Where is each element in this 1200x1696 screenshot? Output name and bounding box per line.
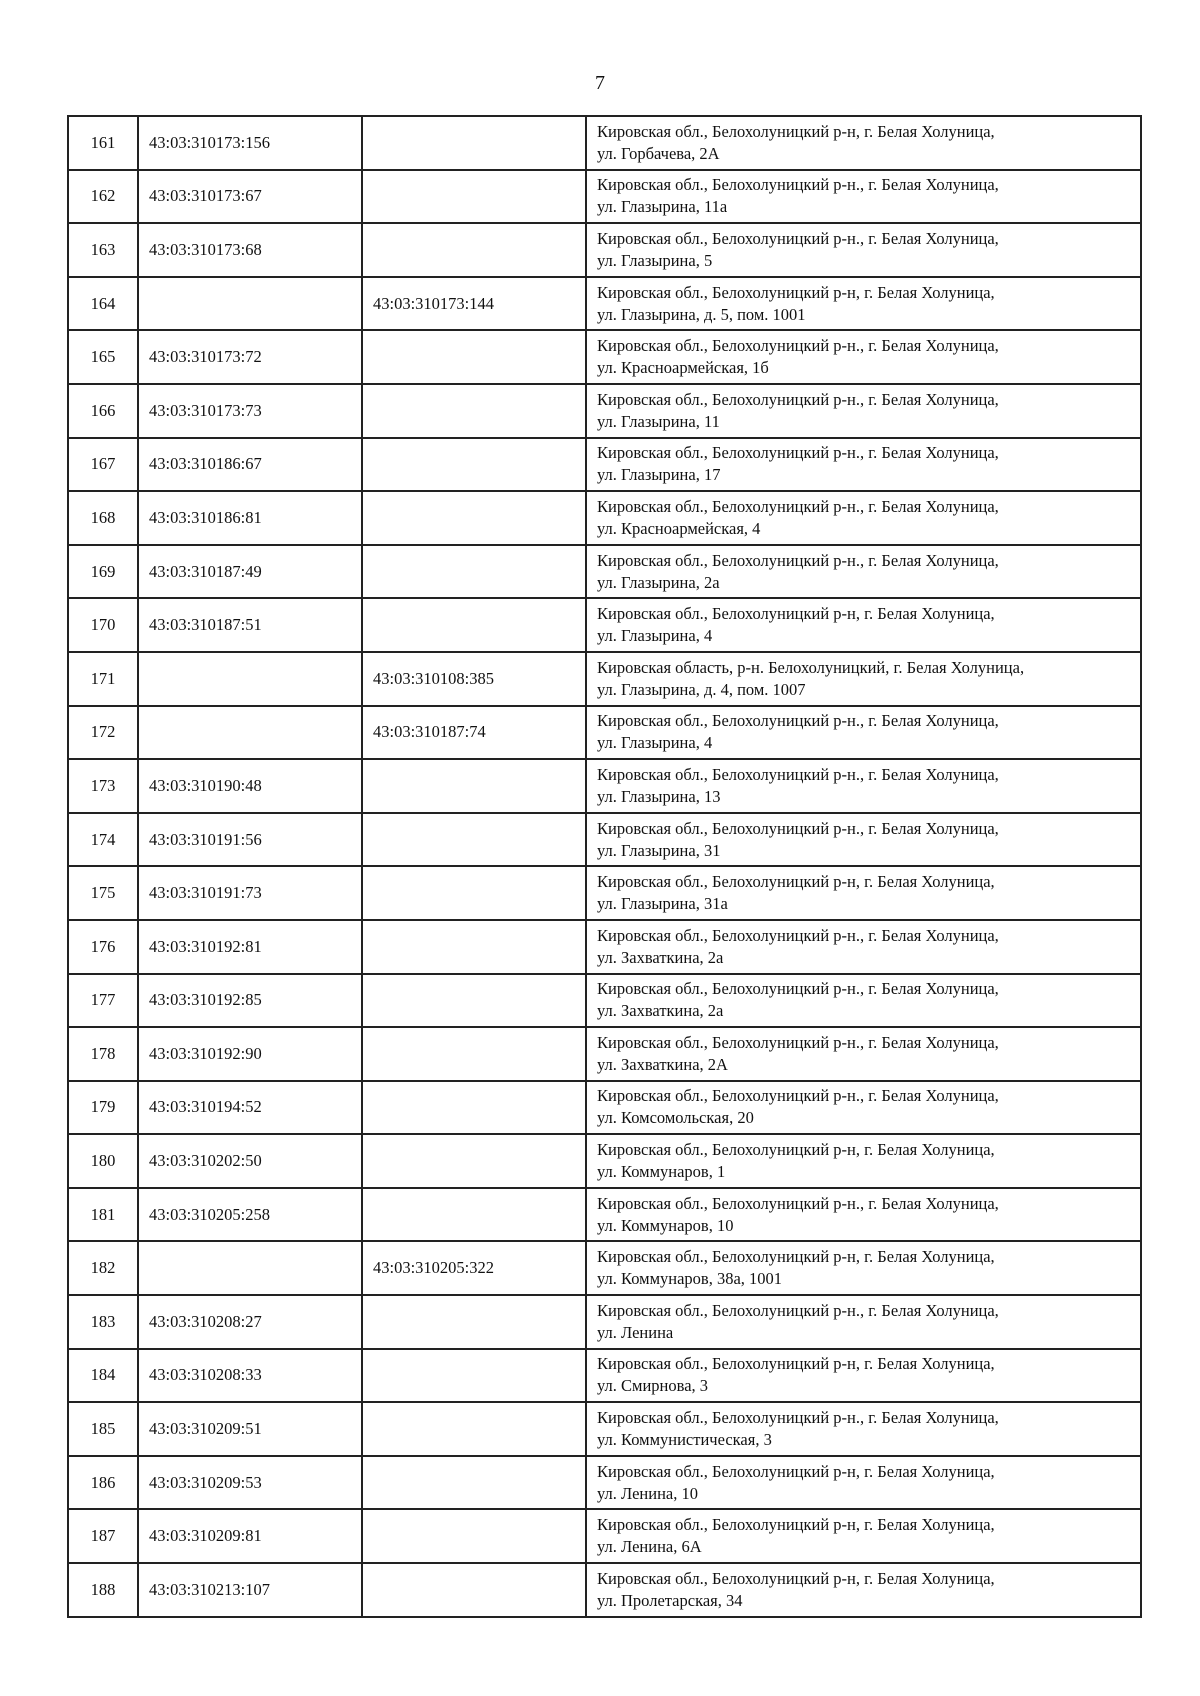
premises-cadastral-number bbox=[362, 1295, 586, 1349]
address bbox=[586, 1456, 1141, 1510]
table-row bbox=[68, 598, 1141, 652]
address bbox=[586, 116, 1141, 170]
address bbox=[586, 1402, 1141, 1456]
address-line-2: ул. Глазырина, 11а bbox=[597, 197, 728, 217]
row-number: 169 bbox=[68, 545, 138, 599]
table-row bbox=[68, 545, 1141, 599]
address-line-2: ул. Коммунаров, 10 bbox=[597, 1215, 734, 1235]
address-line-2: ул. Глазырина, 11 bbox=[597, 411, 720, 431]
address-line-2: ул. Глазырина, 31а bbox=[597, 894, 728, 914]
address-line-2: ул. Коммунаров, 38а, 1001 bbox=[597, 1269, 783, 1289]
address bbox=[586, 759, 1141, 813]
table-row bbox=[68, 1456, 1141, 1510]
address-line-1: Кировская обл., Белохолуницкий р-н., г. Белая Холуница, bbox=[597, 764, 999, 784]
address-line-1: Кировская обл., Белохолуницкий р-н., г. Белая Холуница, bbox=[597, 443, 999, 463]
premises-cadastral-number: 43:03:310187:74 bbox=[362, 706, 586, 760]
table-row bbox=[68, 920, 1141, 974]
address bbox=[586, 598, 1141, 652]
address-line-2: ул. Глазырина, 17 bbox=[597, 465, 721, 485]
address bbox=[586, 1134, 1141, 1188]
row-number: 186 bbox=[68, 1456, 138, 1510]
row-number: 162 bbox=[68, 170, 138, 224]
cadastral-number: 43:03:310187:51 bbox=[138, 598, 362, 652]
table-row bbox=[68, 1563, 1141, 1617]
row-number: 174 bbox=[68, 813, 138, 867]
table-row bbox=[68, 1295, 1141, 1349]
address-line-1: Кировская обл., Белохолуницкий р-н., г. Белая Холуница, bbox=[597, 925, 999, 945]
premises-cadastral-number bbox=[362, 974, 586, 1028]
address bbox=[586, 1563, 1141, 1617]
premises-cadastral-number: 43:03:310108:385 bbox=[362, 652, 586, 706]
address-line-1: Кировская обл., Белохолуницкий р-н., г. Белая Холуница, bbox=[597, 175, 999, 195]
address bbox=[586, 1509, 1141, 1563]
table-row bbox=[68, 1134, 1141, 1188]
premises-cadastral-number bbox=[362, 545, 586, 599]
address-line-1: Кировская обл., Белохолуницкий р-н, г. Белая Холуница, bbox=[597, 1568, 995, 1588]
address bbox=[586, 1188, 1141, 1242]
premises-cadastral-number bbox=[362, 330, 586, 384]
row-number: 171 bbox=[68, 652, 138, 706]
row-number: 188 bbox=[68, 1563, 138, 1617]
address-line-2: ул. Глазырина, 2а bbox=[597, 572, 720, 592]
address-line-1: Кировская обл., Белохолуницкий р-н., г. Белая Холуница, bbox=[597, 1193, 999, 1213]
address-line-2: ул. Глазырина, 4 bbox=[597, 733, 713, 753]
cadastral-number: 43:03:310173:156 bbox=[138, 116, 362, 170]
row-number: 181 bbox=[68, 1188, 138, 1242]
row-number: 182 bbox=[68, 1241, 138, 1295]
address bbox=[586, 1081, 1141, 1135]
premises-cadastral-number bbox=[362, 223, 586, 277]
premises-cadastral-number bbox=[362, 170, 586, 224]
address bbox=[586, 438, 1141, 492]
cadastral-number bbox=[138, 277, 362, 331]
cadastral-number: 43:03:310202:50 bbox=[138, 1134, 362, 1188]
address-line-1: Кировская обл., Белохолуницкий р-н, г. Белая Холуница, bbox=[597, 1247, 995, 1267]
table-row bbox=[68, 491, 1141, 545]
table-row bbox=[68, 706, 1141, 760]
table-row bbox=[68, 652, 1141, 706]
cadastral-number: 43:03:310173:73 bbox=[138, 384, 362, 438]
address-line-1: Кировская обл., Белохолуницкий р-н., г. Белая Холуница, bbox=[597, 389, 999, 409]
property-table bbox=[67, 115, 1142, 1618]
address-line-2: ул. Ленина bbox=[597, 1322, 674, 1342]
row-number: 172 bbox=[68, 706, 138, 760]
row-number: 180 bbox=[68, 1134, 138, 1188]
address-line-1: Кировская обл., Белохолуницкий р-н., г. Белая Холуница, bbox=[597, 336, 999, 356]
address-line-1: Кировская обл., Белохолуницкий р-н, г. Белая Холуница, bbox=[597, 1354, 995, 1374]
table-row bbox=[68, 384, 1141, 438]
premises-cadastral-number bbox=[362, 1134, 586, 1188]
address bbox=[586, 920, 1141, 974]
table-row bbox=[68, 1402, 1141, 1456]
row-number: 167 bbox=[68, 438, 138, 492]
premises-cadastral-number bbox=[362, 1081, 586, 1135]
address-line-1: Кировская обл., Белохолуницкий р-н, г. Белая Холуница, bbox=[597, 604, 995, 624]
table-row bbox=[68, 223, 1141, 277]
row-number: 163 bbox=[68, 223, 138, 277]
address-line-2: ул. Коммунистическая, 3 bbox=[597, 1430, 772, 1450]
address-line-1: Кировская обл., Белохолуницкий р-н., г. Белая Холуница, bbox=[597, 228, 999, 248]
table-row bbox=[68, 813, 1141, 867]
address bbox=[586, 1295, 1141, 1349]
page-number: 7 bbox=[595, 72, 605, 94]
row-number: 178 bbox=[68, 1027, 138, 1081]
premises-cadastral-number bbox=[362, 759, 586, 813]
address-line-1: Кировская обл., Белохолуницкий р-н, г. Белая Холуница, bbox=[597, 1140, 995, 1160]
address-line-1: Кировская обл., Белохолуницкий р-н., г. Белая Холуница, bbox=[597, 1300, 999, 1320]
row-number: 187 bbox=[68, 1509, 138, 1563]
table-body bbox=[68, 116, 1141, 1617]
address bbox=[586, 223, 1141, 277]
address-line-1: Кировская обл., Белохолуницкий р-н, г. Белая Холуница, bbox=[597, 121, 995, 141]
cadastral-number: 43:03:310209:53 bbox=[138, 1456, 362, 1510]
premises-cadastral-number bbox=[362, 1456, 586, 1510]
address bbox=[586, 866, 1141, 920]
premises-cadastral-number bbox=[362, 491, 586, 545]
table-row bbox=[68, 1509, 1141, 1563]
premises-cadastral-number bbox=[362, 438, 586, 492]
cadastral-number: 43:03:310186:67 bbox=[138, 438, 362, 492]
address-line-2: ул. Комсомольская, 20 bbox=[597, 1108, 754, 1128]
row-number: 177 bbox=[68, 974, 138, 1028]
address-line-1: Кировская обл., Белохолуницкий р-н., г. Белая Холуница, bbox=[597, 496, 999, 516]
address-line-2: ул. Пролетарская, 34 bbox=[597, 1590, 743, 1610]
row-number: 185 bbox=[68, 1402, 138, 1456]
address-line-2: ул. Смирнова, 3 bbox=[597, 1376, 709, 1396]
cadastral-number bbox=[138, 1241, 362, 1295]
address bbox=[586, 384, 1141, 438]
address-line-2: ул. Ленина, 6А bbox=[597, 1537, 702, 1557]
cadastral-number: 43:03:310194:52 bbox=[138, 1081, 362, 1135]
row-number: 173 bbox=[68, 759, 138, 813]
address-line-2: ул. Глазырина, д. 5, пом. 1001 bbox=[597, 304, 806, 324]
premises-cadastral-number bbox=[362, 1509, 586, 1563]
table-row bbox=[68, 1241, 1141, 1295]
cadastral-number: 43:03:310191:56 bbox=[138, 813, 362, 867]
address-line-2: ул. Глазырина, 13 bbox=[597, 786, 721, 806]
table-row bbox=[68, 866, 1141, 920]
address bbox=[586, 330, 1141, 384]
address-line-1: Кировская обл., Белохолуницкий р-н, г. Белая Холуница, bbox=[597, 1515, 995, 1535]
cadastral-number: 43:03:310190:48 bbox=[138, 759, 362, 813]
row-number: 176 bbox=[68, 920, 138, 974]
address bbox=[586, 170, 1141, 224]
address bbox=[586, 1349, 1141, 1403]
table-row bbox=[68, 759, 1141, 813]
table-row bbox=[68, 1081, 1141, 1135]
premises-cadastral-number bbox=[362, 920, 586, 974]
address bbox=[586, 813, 1141, 867]
address-line-2: ул. Горбачева, 2А bbox=[597, 143, 720, 163]
table-row bbox=[68, 1349, 1141, 1403]
cadastral-number: 43:03:310192:81 bbox=[138, 920, 362, 974]
address-line-1: Кировская обл., Белохолуницкий р-н., г. Белая Холуница, bbox=[597, 1408, 999, 1428]
address bbox=[586, 706, 1141, 760]
row-number: 184 bbox=[68, 1349, 138, 1403]
cadastral-number: 43:03:310173:68 bbox=[138, 223, 362, 277]
address-line-2: ул. Захваткина, 2А bbox=[597, 1054, 728, 1074]
address-line-1: Кировская область, р-н. Белохолуницкий, г. Белая Холуница, bbox=[597, 657, 1025, 677]
address-line-1: Кировская обл., Белохолуницкий р-н., г. Белая Холуница, bbox=[597, 1032, 999, 1052]
address-line-1: Кировская обл., Белохолуницкий р-н., г. Белая Холуница, bbox=[597, 550, 999, 570]
row-number: 170 bbox=[68, 598, 138, 652]
table-row bbox=[68, 974, 1141, 1028]
table-row bbox=[68, 438, 1141, 492]
premises-cadastral-number: 43:03:310205:322 bbox=[362, 1241, 586, 1295]
row-number: 166 bbox=[68, 384, 138, 438]
address-line-2: ул. Ленина, 10 bbox=[597, 1483, 698, 1503]
address-line-2: ул. Захваткина, 2а bbox=[597, 1001, 724, 1021]
row-number: 168 bbox=[68, 491, 138, 545]
premises-cadastral-number bbox=[362, 866, 586, 920]
address bbox=[586, 974, 1141, 1028]
table-row bbox=[68, 1188, 1141, 1242]
address-line-2: ул. Красноармейская, 1б bbox=[597, 358, 769, 378]
address-line-2: ул. Глазырина, 4 bbox=[597, 626, 713, 646]
cadastral-number: 43:03:310205:258 bbox=[138, 1188, 362, 1242]
address-line-1: Кировская обл., Белохолуницкий р-н., г. Белая Холуница, bbox=[597, 711, 999, 731]
address-line-2: ул. Захваткина, 2а bbox=[597, 947, 724, 967]
row-number: 165 bbox=[68, 330, 138, 384]
table-row bbox=[68, 277, 1141, 331]
table-row bbox=[68, 1027, 1141, 1081]
row-number: 175 bbox=[68, 866, 138, 920]
premises-cadastral-number bbox=[362, 116, 586, 170]
address bbox=[586, 491, 1141, 545]
premises-cadastral-number bbox=[362, 1027, 586, 1081]
address-line-2: ул. Красноармейская, 4 bbox=[597, 518, 761, 538]
premises-cadastral-number bbox=[362, 598, 586, 652]
row-number: 183 bbox=[68, 1295, 138, 1349]
premises-cadastral-number: 43:03:310173:144 bbox=[362, 277, 586, 331]
cadastral-number: 43:03:310209:81 bbox=[138, 1509, 362, 1563]
address-line-1: Кировская обл., Белохолуницкий р-н., г. Белая Холуница, bbox=[597, 1086, 999, 1106]
address-line-2: ул. Коммунаров, 1 bbox=[597, 1162, 726, 1182]
row-number: 164 bbox=[68, 277, 138, 331]
premises-cadastral-number bbox=[362, 1563, 586, 1617]
address-line-2: ул. Глазырина, 5 bbox=[597, 250, 713, 270]
cadastral-number: 43:03:310187:49 bbox=[138, 545, 362, 599]
address bbox=[586, 1027, 1141, 1081]
cadastral-number: 43:03:310213:107 bbox=[138, 1563, 362, 1617]
cadastral-number: 43:03:310191:73 bbox=[138, 866, 362, 920]
address-line-2: ул. Глазырина, д. 4, пом. 1007 bbox=[597, 679, 806, 699]
address-line-1: Кировская обл., Белохолуницкий р-н, г. Белая Холуница, bbox=[597, 872, 995, 892]
cadastral-number: 43:03:310173:72 bbox=[138, 330, 362, 384]
address-line-1: Кировская обл., Белохолуницкий р-н, г. Белая Холуница, bbox=[597, 282, 995, 302]
address-line-1: Кировская обл., Белохолуницкий р-н., г. Белая Холуница, bbox=[597, 818, 999, 838]
cadastral-number: 43:03:310173:67 bbox=[138, 170, 362, 224]
cadastral-number bbox=[138, 706, 362, 760]
table-row bbox=[68, 116, 1141, 170]
address bbox=[586, 277, 1141, 331]
table-row bbox=[68, 170, 1141, 224]
cadastral-number: 43:03:310192:90 bbox=[138, 1027, 362, 1081]
cadastral-number: 43:03:310192:85 bbox=[138, 974, 362, 1028]
row-number: 179 bbox=[68, 1081, 138, 1135]
premises-cadastral-number bbox=[362, 813, 586, 867]
address-line-2: ул. Глазырина, 31 bbox=[597, 840, 721, 860]
premises-cadastral-number bbox=[362, 384, 586, 438]
row-number: 161 bbox=[68, 116, 138, 170]
address bbox=[586, 545, 1141, 599]
address-line-1: Кировская обл., Белохолуницкий р-н., г. Белая Холуница, bbox=[597, 979, 999, 999]
premises-cadastral-number bbox=[362, 1402, 586, 1456]
premises-cadastral-number bbox=[362, 1349, 586, 1403]
cadastral-number: 43:03:310186:81 bbox=[138, 491, 362, 545]
address-line-1: Кировская обл., Белохолуницкий р-н, г. Белая Холуница, bbox=[597, 1461, 995, 1481]
cadastral-number: 43:03:310208:33 bbox=[138, 1349, 362, 1403]
cadastral-number bbox=[138, 652, 362, 706]
cadastral-number: 43:03:310209:51 bbox=[138, 1402, 362, 1456]
cadastral-number: 43:03:310208:27 bbox=[138, 1295, 362, 1349]
premises-cadastral-number bbox=[362, 1188, 586, 1242]
table-row bbox=[68, 330, 1141, 384]
address bbox=[586, 652, 1141, 706]
address bbox=[586, 1241, 1141, 1295]
